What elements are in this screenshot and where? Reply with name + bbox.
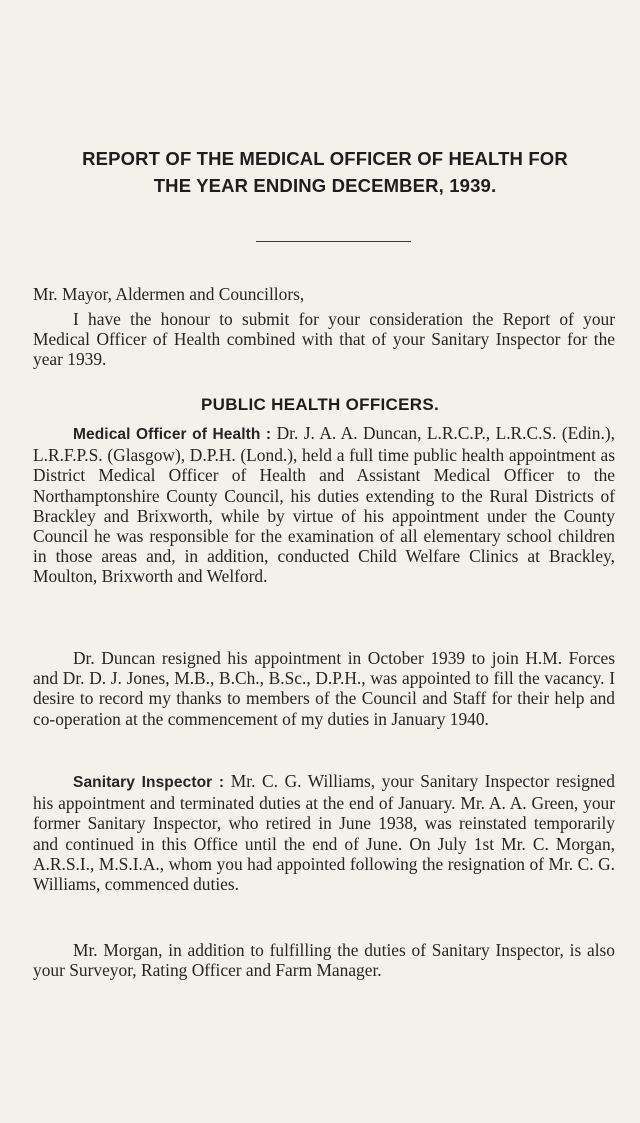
medical-officer-text: Dr. J. A. A. Duncan, L.R.C.P., L.R.C.S. (Edin.), L.R.F.P.S. (Glasgow), D.P.H. (Lond.), held a full time public health appointment as District Medical Officer of Health and Assistant Medical Officer to the Northamptonshire County Council, his duties extending to the Rural Districts of Brackley and Brixworth, while by virtue of his appointment under the County Council he was responsible for the examination of all elementary school children in those areas and, in addition, conducted Child Welfare Clinics at Brackley, Moulton, Brixworth and Welford. — [33, 423, 615, 587]
medical-officer-lead: Medical Officer of Health : — [73, 426, 272, 443]
report-title — [22, 145, 628, 199]
medical-officer-paragraph — [33, 423, 615, 587]
morgan-duties-paragraph: Mr. Morgan, in addition to fulfilling the duties of Sanitary Inspector, is also your Surveyor, Rating Officer and Farm Manager. — [33, 940, 615, 981]
sanitary-inspector-paragraph — [33, 771, 615, 894]
sanitary-inspector-text: Mr. C. G. Williams, your Sanitary Inspector resigned his appointment and terminated duties at the end of January. Mr. A. A. Green, your former Sanitary Inspector, who retired in June 1938, was reinstated temporarily and continued in this Office until the end of June. On July 1st Mr. C. Morgan, A.R.S.I., M.S.I.A., whom you had appointed following the resignation of Mr. C. G. Williams, commenced duties. — [33, 771, 615, 895]
salutation: Mr. Mayor, Aldermen and Councillors, — [33, 284, 305, 304]
section-heading: PUBLIC HEALTH OFFICERS. — [201, 395, 439, 414]
sanitary-inspector-lead: Sanitary Inspector : — [73, 774, 225, 791]
report-title-line-1: REPORT OF THE MEDICAL OFFICER OF HEALTH FOR — [82, 148, 568, 169]
report-title-line-2: THE YEAR ENDING DECEMBER, 1939. — [153, 175, 497, 196]
title-divider — [256, 241, 411, 242]
duncan-resigned-paragraph: Dr. Duncan resigned his appointment in October 1939 to join H.M. Forces and Dr. D. J. Jones, M.B., B.Ch., B.Sc., D.P.H., was appointed to fill the vacancy. I desire to record my thanks to members of the Council and Staff for their help and co-operation at the commencement of my duties in January 1940. — [33, 648, 615, 729]
intro-paragraph: I have the honour to submit for your consideration the Report of your Medical Officer of Health combined with that of your Sanitary Inspector for the year 1939. — [33, 309, 615, 370]
